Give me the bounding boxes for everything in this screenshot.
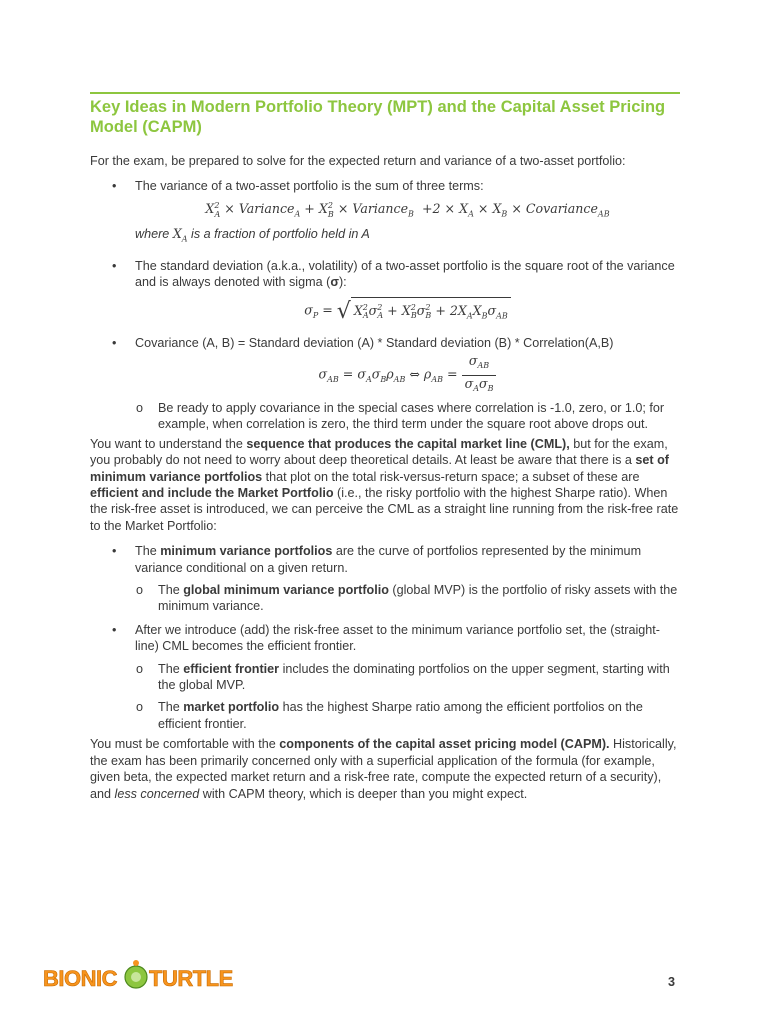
std-dev-equation: $\sigma_P$ = √ $X^2_A\sigma^2_A + X^2_B\sigma^2_B + 2X_AX_B\sigma_{AB}$ <box>90 297 680 325</box>
bullet-variance: • The variance of a two-asset portfolio is the sum of three terms: <box>112 179 484 194</box>
cml-paragraph: You want to understand the sequence that produces the capital market line (CML), but for the exam, you probably do not need to worry about deep theoretical details. At least be aware that there is a set of minimum variance portfolios that plot on the total risk-versus-return space; a subset of these are efficient and include the Market Portfolio (i.e., the risky portfolio with the highest Sharpe ratio). When the risk-free asset is introduced, we can perceive the CML as a straight line running from the risk-free rate to the Market Portfolio: <box>90 436 679 533</box>
bionic-turtle-logo <box>41 960 241 994</box>
bullet-risk-free-asset: • After we introduce (add) the risk-free asset to the minimum variance portfolio set, the (straight-line) CML becomes the efficient frontier. <box>112 622 660 654</box>
sub-bullet-marker: o <box>136 400 144 415</box>
svg-text:TURTLE: TURTLE <box>149 966 233 991</box>
square-root: √ $X^2_A\sigma^2_A + X^2_B\sigma^2_B + 2X_AX_B\sigma_{AB}$ <box>337 297 511 325</box>
bullet-marker: • <box>112 335 117 350</box>
sub-bullet-marker: o <box>136 661 144 676</box>
page-title: Key Ideas in Modern Portfolio Theory (MPT) and the Capital Asset Pricing Model (CAPM) <box>90 98 666 136</box>
bullet-standard-deviation: • The standard deviation (a.k.a., volatility) of a two-asset portfolio is the square root of the variance and is always denoted with sigma (σ): <box>112 258 675 290</box>
sub-bullet-global-mvp: o The global minimum variance portfolio (global MVP) is the portfolio of risky assets with the minimum variance. <box>136 583 678 614</box>
bullet-marker: • <box>112 544 117 559</box>
correlation-fraction: $\frac{\sigma_{AB}}{\sigma_A\sigma_B}$ <box>462 353 497 397</box>
capm-paragraph: You must be comfortable with the components of the capital asset pricing model (CAPM). Historically, the exam has been primarily concerned only with a superficial application of the formula (for example, given beta, the expected market return and a risk-free rate, compute the expected return of a security), and less concerned with CAPM theory, which is deeper than you might expect. <box>90 737 677 801</box>
bullet-marker: • <box>112 622 117 637</box>
bullet-covariance: • Covariance (A, B) = Standard deviation (A) * Standard deviation (B) * Correlation(A,B) <box>112 335 614 350</box>
sub-bullet-market-portfolio: o The market portfolio has the highest Sharpe ratio among the efficient portfolios on the efficient frontier. <box>136 700 643 731</box>
covariance-equation: $\sigma_{AB} = \sigma_A\sigma_B\rho_{AB}$ ⇔ $\rho_{AB}$ = $\frac{\sigma_{AB}}{\sigma_A\sigma_B}$ <box>90 353 680 397</box>
svg-text:BIONIC: BIONIC <box>43 966 117 991</box>
document-body <box>90 153 680 802</box>
bullet-marker: • <box>112 179 117 194</box>
sub-bullet-efficient-frontier: o The efficient frontier includes the dominating portfolios on the upper segment, starting with the global MVP. <box>136 661 670 693</box>
sub-bullet-marker: o <box>136 583 144 598</box>
title-rule <box>90 92 680 94</box>
sub-bullet-covariance-cases: o Be ready to apply covariance in the special cases where correlation is -1.0, zero, or 1.0; for example, when correlation is zero, the third term under the square root above drops out. <box>136 400 665 432</box>
bullet-marker: • <box>112 258 117 273</box>
page-number: 3 <box>668 975 676 989</box>
variance-equation: $X^2_A$ × Variance$_A$ + $X^2_B$ × Variance$_B$ $+2 \times X_A \times X_B$ × Covariance$_{AB}$ <box>205 200 610 219</box>
bullet-minimum-variance: • The minimum variance portfolios are the curve of portfolios represented by the minimum variance conditional on a given return. <box>112 544 642 575</box>
where-note: where $X_A$ is a fraction of portfolio held in A <box>135 225 370 244</box>
sub-bullet-marker: o <box>136 700 144 715</box>
intro-paragraph: For the exam, be prepared to solve for the expected return and variance of a two-asset portfolio: <box>90 154 626 168</box>
